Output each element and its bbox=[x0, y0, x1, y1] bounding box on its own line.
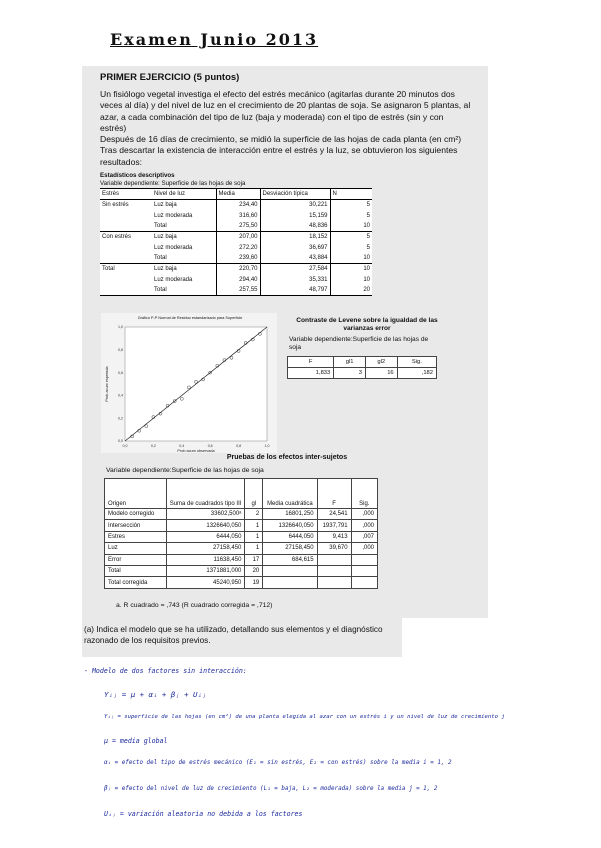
table-row bbox=[105, 554, 378, 565]
table-row bbox=[100, 221, 372, 232]
chart-title: Gráfico P-P Normal de Residuo estandarizado para Superficie bbox=[137, 316, 243, 320]
statement-paragraph-2: Después de 16 días de crecimiento, se midió la superficie de las hojas de cada planta (en cm²) Tras descartar la existencia de interacción entre el estrés y la luz, se obtuvieron los siguientes resultados: bbox=[100, 134, 462, 167]
x-tick-label: 1,0 bbox=[264, 444, 270, 448]
col-header: gl1 bbox=[334, 357, 366, 368]
table-cell: Modelo corregido bbox=[105, 509, 167, 520]
table-cell: ,007 bbox=[351, 531, 377, 542]
col-header: Media cuadrática bbox=[263, 479, 317, 509]
table-cell: 27158,450 bbox=[166, 543, 245, 554]
y-tick-label: 0,6 bbox=[118, 370, 123, 375]
table-cell bbox=[317, 554, 351, 565]
table-row bbox=[105, 509, 378, 520]
exercise-title: PRIMER EJERCICIO (5 puntos) bbox=[100, 72, 240, 83]
table-cell: Con estrés bbox=[100, 232, 152, 243]
anova-variable: Variable dependiente:Superficie de las hojas de soja bbox=[106, 467, 264, 474]
table-cell: ,000 bbox=[351, 543, 377, 554]
table-cell: 19 bbox=[245, 577, 263, 588]
col-header: Estrés bbox=[100, 189, 152, 200]
table-cell bbox=[100, 253, 152, 264]
table-cell: 18,152 bbox=[260, 232, 330, 243]
table-cell: Estres bbox=[105, 531, 167, 542]
table-header-row bbox=[105, 479, 378, 509]
levene-variable: Variable dependiente:Superficie de las hojas de soja bbox=[289, 336, 429, 351]
table-cell: Luz baja bbox=[152, 200, 216, 211]
table-cell: 5 bbox=[330, 232, 372, 243]
table-cell: Luz bbox=[105, 543, 167, 554]
table-cell: 36,697 bbox=[260, 242, 330, 252]
table-cell bbox=[263, 565, 317, 576]
col-header: Origen bbox=[105, 479, 167, 509]
descriptives-heading: Estadísticos descriptivos bbox=[100, 172, 175, 179]
col-header: Suma de cuadrados tipo III bbox=[166, 479, 245, 509]
table-cell: 6444,050 bbox=[166, 531, 245, 542]
table-cell: 20 bbox=[245, 565, 263, 576]
table-row bbox=[100, 211, 372, 221]
answer-line-3: Yᵢⱼ = superficie de las hojas (en cm²) de una planta elegida al azar con un estrés i y un nivel de luz de crecimiento j bbox=[104, 714, 505, 720]
table-cell: 10 bbox=[330, 253, 372, 264]
x-tick-label: 0,8 bbox=[236, 444, 242, 448]
table-cell bbox=[351, 565, 377, 576]
table-cell: 10 bbox=[330, 274, 372, 284]
anova-footnote: a. R cuadrado = ,743 (R cuadrado corregida = ,712) bbox=[116, 602, 273, 609]
table-cell: 45240,950 bbox=[166, 577, 245, 588]
table-cell: Total bbox=[154, 254, 167, 261]
col-header: F bbox=[317, 479, 351, 509]
levene-table bbox=[287, 356, 437, 379]
table-cell: Luz moderada bbox=[154, 212, 193, 219]
anova-table bbox=[104, 478, 378, 589]
table-cell: 275,50 bbox=[216, 221, 260, 232]
table-cell: 20 bbox=[330, 285, 372, 296]
table-cell: 1937,791 bbox=[317, 520, 351, 531]
table-cell: 15,159 bbox=[260, 211, 330, 221]
col-header: Sig. bbox=[397, 357, 436, 368]
table-cell: 33602,500ᵃ bbox=[166, 509, 245, 520]
table-cell: 48,797 bbox=[260, 285, 330, 296]
col-header: F bbox=[288, 357, 334, 368]
col-header: gl bbox=[245, 479, 263, 509]
table-row bbox=[100, 274, 372, 284]
statement-paragraph-1: Un fisiólogo vegetal investiga el efecto del estrés mecánico (agitarlas durante 20 minutos dos veces al día) y del nivel de luz en el crecimiento de 20 plantas de soja. Se asignaron 5 plantas, al azar, a cada combinación del tipo de luz (baja y moderada) con el tipo de estrés (sin y con estrés) bbox=[100, 89, 471, 133]
x-tick-label: 0,6 bbox=[207, 444, 213, 448]
table-row bbox=[100, 232, 372, 243]
table-row bbox=[288, 368, 437, 379]
table-cell: ,000 bbox=[351, 509, 377, 520]
col-header: N bbox=[330, 189, 372, 200]
table-cell: 1371881,000 bbox=[166, 565, 245, 576]
table-cell bbox=[100, 221, 152, 232]
answer-line-5: αᵢ = efecto del tipo de estrés mecánico (E₁ = sin estrés, E₂ = con estrés) sobre la media i = 1, 2 bbox=[104, 760, 452, 766]
table-header-row bbox=[288, 357, 437, 368]
table-row bbox=[105, 565, 378, 576]
table-cell: ,182 bbox=[397, 368, 436, 379]
question-a: (a) Indica el modelo que se ha utilizado, detallando sus elementos y el diagnóstico razonado de los requisitos previos. bbox=[84, 625, 383, 645]
y-tick-label: 0,2 bbox=[118, 416, 123, 421]
table-row bbox=[105, 543, 378, 554]
table-cell bbox=[100, 274, 152, 284]
col-header: Desviación típica bbox=[260, 189, 330, 200]
table-cell: 35,331 bbox=[260, 274, 330, 284]
table-cell: 27,584 bbox=[260, 264, 330, 275]
x-tick-label: 0,2 bbox=[150, 444, 156, 448]
table-row bbox=[100, 200, 372, 211]
table-cell: 24,541 bbox=[317, 509, 351, 520]
table-cell: Total bbox=[105, 565, 167, 576]
table-cell: 9,413 bbox=[317, 531, 351, 542]
table-cell: 3 bbox=[334, 368, 366, 379]
col-header: gl2 bbox=[365, 357, 397, 368]
table-cell: 16801,250 bbox=[263, 509, 317, 520]
table-cell bbox=[100, 211, 152, 221]
table-row bbox=[100, 253, 372, 264]
answer-line-4: μ = media global bbox=[104, 737, 168, 745]
table-cell: 27158,450 bbox=[263, 543, 317, 554]
x-axis-label: Prob acum observada bbox=[177, 449, 215, 453]
y-tick-label: 0,8 bbox=[118, 348, 123, 352]
y-tick-label: 0,0 bbox=[118, 439, 123, 444]
table-cell: 1326640,050 bbox=[263, 520, 317, 531]
table-row bbox=[100, 264, 372, 275]
table-cell: 2 bbox=[245, 509, 263, 520]
table-cell: 39,670 bbox=[317, 543, 351, 554]
table-cell: 234,40 bbox=[216, 200, 260, 211]
table-header-row bbox=[100, 189, 372, 200]
answer-line-2: Yᵢⱼ = μ + αᵢ + βⱼ + Uᵢⱼ bbox=[104, 690, 207, 699]
table-cell: Intersección bbox=[105, 520, 167, 531]
table-cell bbox=[317, 577, 351, 588]
table-cell bbox=[351, 554, 377, 565]
table-cell: 1326640,050 bbox=[166, 520, 245, 531]
table-cell: 1,833 bbox=[288, 368, 334, 379]
table-cell: 272,20 bbox=[216, 242, 260, 252]
handwritten-title: Examen Junio 2013 bbox=[110, 30, 319, 49]
descriptives-subheading: Variable dependiente: Superficie de las hojas de soja bbox=[100, 180, 246, 187]
table-row bbox=[100, 285, 372, 296]
table-cell: Luz baja bbox=[152, 232, 216, 243]
table-row bbox=[105, 520, 378, 531]
exercise-statement bbox=[100, 89, 472, 168]
table-cell: 257,55 bbox=[216, 285, 260, 296]
table-row bbox=[105, 577, 378, 588]
table-cell: 17 bbox=[245, 554, 263, 565]
table-row bbox=[100, 242, 372, 252]
y-tick-label: 1,0 bbox=[118, 325, 123, 330]
table-cell: 43,884 bbox=[260, 253, 330, 264]
col-header: Media bbox=[216, 189, 260, 200]
answer-line-7: Uᵢⱼ = variación aleatoria no debida a los factores bbox=[104, 810, 303, 818]
col-header: Nivel de luz bbox=[152, 189, 216, 200]
table-cell: 10 bbox=[330, 221, 372, 232]
table-cell bbox=[100, 242, 152, 252]
table-cell bbox=[100, 285, 152, 296]
x-tick-label: 0,0 bbox=[122, 444, 128, 448]
table-cell: ,000 bbox=[351, 520, 377, 531]
table-cell: Error bbox=[105, 554, 167, 565]
answer-line-6: βⱼ = efecto del nivel de luz de crecimiento (L₁ = baja, L₂ = moderada) sobre la media j = 1, 2 bbox=[104, 786, 438, 792]
table-cell: Total bbox=[152, 285, 216, 296]
y-tick-label: 0,4 bbox=[118, 393, 123, 398]
table-cell: 5 bbox=[330, 211, 372, 221]
table-cell bbox=[317, 565, 351, 576]
table-cell: Total bbox=[100, 264, 152, 275]
table-cell: Sin estrés bbox=[100, 200, 152, 211]
table-cell: 239,60 bbox=[216, 253, 260, 264]
table-cell: 5 bbox=[330, 200, 372, 211]
col-header: Sig. bbox=[351, 479, 377, 509]
table-cell: 316,60 bbox=[216, 211, 260, 221]
table-cell: Total corregida bbox=[105, 577, 167, 588]
table-cell: 1 bbox=[245, 520, 263, 531]
answer-line-1: - Modelo de dos factores sin interacción: bbox=[84, 667, 247, 675]
table-cell: 294,40 bbox=[216, 274, 260, 284]
table-cell: 1 bbox=[245, 543, 263, 554]
table-cell: Luz baja bbox=[152, 264, 216, 275]
table-cell: 48,836 bbox=[260, 221, 330, 232]
y-axis-label: Prob acum esperada bbox=[105, 366, 109, 402]
table-cell: 207,00 bbox=[216, 232, 260, 243]
x-tick-label: 0,4 bbox=[179, 444, 185, 448]
table-cell: 1 bbox=[245, 531, 263, 542]
table-cell: Total bbox=[154, 223, 167, 230]
table-cell: 5 bbox=[330, 242, 372, 252]
anova-title: Pruebas de los efectos inter-sujetos bbox=[226, 454, 348, 461]
table-cell bbox=[263, 577, 317, 588]
descriptives-table bbox=[100, 188, 372, 296]
table-cell: 10 bbox=[330, 264, 372, 275]
table-cell: Luz moderada bbox=[154, 276, 193, 283]
pp-plot bbox=[101, 313, 277, 453]
table-cell: 30,221 bbox=[260, 200, 330, 211]
table-cell: 11638,450 bbox=[166, 554, 245, 565]
table-cell: 220,70 bbox=[216, 264, 260, 275]
table-cell: 684,615 bbox=[263, 554, 317, 565]
table-cell: Luz moderada bbox=[154, 244, 193, 251]
table-row bbox=[105, 531, 378, 542]
table-cell: 6444,050 bbox=[263, 531, 317, 542]
table-cell: 16 bbox=[365, 368, 397, 379]
levene-title: Contraste de Levene sobre la igualdad de las varianzas error bbox=[296, 317, 438, 332]
table-cell bbox=[351, 577, 377, 588]
